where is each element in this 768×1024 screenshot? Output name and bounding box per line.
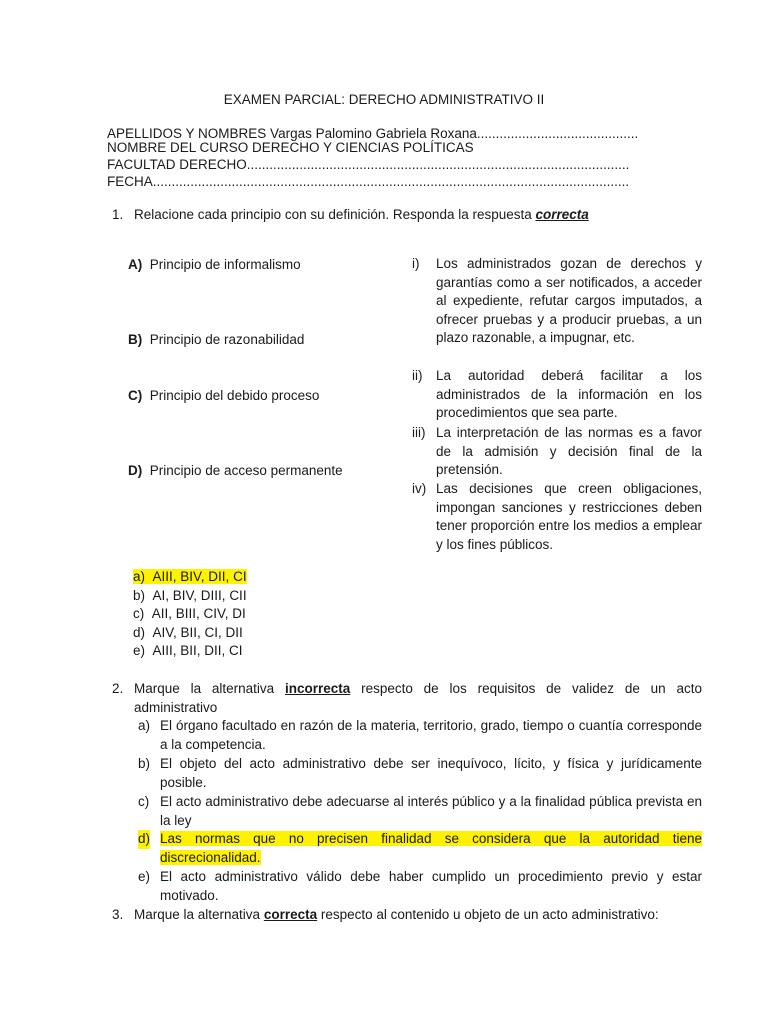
q3-prompt-emph: correcta <box>263 907 318 922</box>
q2-prompt-text: Marque la alternativa <box>134 681 285 696</box>
q2-option-c: El acto administrativo debe adecuarse al interés público y a la finalidad pública prevista en la ley <box>160 794 702 828</box>
option-label: b) <box>138 756 151 771</box>
q3-prompt-tail: respecto al contenido u objeto de un acto administrativo: <box>317 907 659 922</box>
principle-a <box>128 256 301 274</box>
definition-numeral: i) <box>412 256 420 271</box>
q1-prompt <box>134 206 589 224</box>
principle-text: Principio de acceso permanente <box>149 463 343 478</box>
option-label: a) <box>138 718 151 733</box>
q2-option-e: El acto administrativo válido debe haber cumplido un procedimiento previo y estar motivado. <box>160 869 702 903</box>
principle-text: Principio de razonabilidad <box>149 332 305 347</box>
principle-letter: C) <box>128 388 143 403</box>
principle-letter: D) <box>128 463 143 478</box>
q2-prompt-emph: incorrecta <box>285 681 351 696</box>
q3-number: 3. <box>112 907 124 922</box>
definition-numeral: iii) <box>412 425 426 440</box>
option-label: c) <box>138 794 150 809</box>
header-curso: NOMBRE DEL CURSO DERECHO Y CIENCIAS POLÍTICAS <box>107 140 474 155</box>
q1-option-b <box>133 587 247 605</box>
q2-option-d <box>160 830 702 867</box>
definition-iii: La interpretación de las normas es a favor de la admisión y decisión final de la pretensión. <box>436 425 702 478</box>
q2-prompt-tail: respecto de los requisitos de validez de un acto administrativo <box>134 681 702 715</box>
q1-option-a-highlight <box>133 569 247 584</box>
principle-letter: A) <box>128 257 143 272</box>
option-text: AIII, BII, DII, CI <box>152 643 243 658</box>
option-label: e) <box>138 869 151 884</box>
q1-prompt-emph: correcta <box>535 207 589 222</box>
definition-numeral: ii) <box>412 368 423 383</box>
q3-prompt-text: Marque la alternativa <box>134 907 264 922</box>
q2-option-b: El objeto del acto administrativo debe ser inequívoco, lícito, y física y jurídicamente posible. <box>160 756 702 790</box>
option-label: a) <box>133 569 146 584</box>
option-label: e) <box>133 643 146 658</box>
option-text: AII, BIII, CIV, DI <box>151 606 246 621</box>
q1-option-a <box>133 568 247 586</box>
q2-number: 2. <box>112 681 124 696</box>
principle-c <box>128 387 319 405</box>
definition-numeral: iv) <box>412 481 427 496</box>
q1-prompt-text: Relacione cada principio con su definición. Responda la respuesta <box>134 207 536 222</box>
option-label: c) <box>133 606 145 621</box>
q3-prompt <box>134 906 659 924</box>
option-label: b) <box>133 588 146 603</box>
exam-title: EXAMEN PARCIAL: DERECHO ADMINISTRATIVO II <box>223 92 545 107</box>
principle-text: Principio del debido proceso <box>149 388 320 403</box>
q2-option-d-highlight: Las normas que no precisen finalidad se considera que la autoridad tiene discrecionalidad. <box>160 831 702 865</box>
principle-text: Principio de informalismo <box>149 257 301 272</box>
option-label: d) <box>138 830 150 849</box>
header-apellidos: APELLIDOS Y NOMBRES Vargas Palomino Gabriela Roxana........................................... <box>107 126 639 141</box>
option-text: AIII, BIV, DII, CI <box>152 569 247 584</box>
principle-letter: B) <box>128 332 143 347</box>
option-text: AI, BIV, DIII, CII <box>152 588 247 603</box>
q1-number: 1. <box>112 207 124 222</box>
q2-option-a: El órgano facultado en razón de la materia, territorio, grado, tiempo o cuantía corresponde a la competencia. <box>160 718 702 752</box>
q1-option-e <box>133 642 243 660</box>
option-text: AIV, BII, CI, DII <box>152 625 243 640</box>
q2-prompt <box>134 680 702 717</box>
q1-option-d <box>133 624 243 642</box>
principle-d <box>128 462 343 480</box>
principle-b <box>128 331 304 349</box>
definition-iv: Las decisiones que creen obligaciones, impongan sanciones y restricciones deben tener proporción entre los medios a emplear y los fines públicos. <box>436 481 702 552</box>
definition-i: Los administrados gozan de derechos y garantías como a ser notificados, a acceder al expediente, refutar cargos imputados, a ofrecer pruebas y a producir pruebas, a un plazo razonable, a impugnar, etc. <box>436 256 702 346</box>
option-label: d) <box>133 625 146 640</box>
header-fecha: FECHA............................................................................................................................... <box>107 174 630 189</box>
header-facultad: FACULTAD DERECHO...................................................................................................... <box>107 157 630 172</box>
definition-ii: La autoridad deberá facilitar a los administrados de la información en los procedimientos que sea parte. <box>436 368 702 421</box>
q1-option-c <box>133 605 246 623</box>
